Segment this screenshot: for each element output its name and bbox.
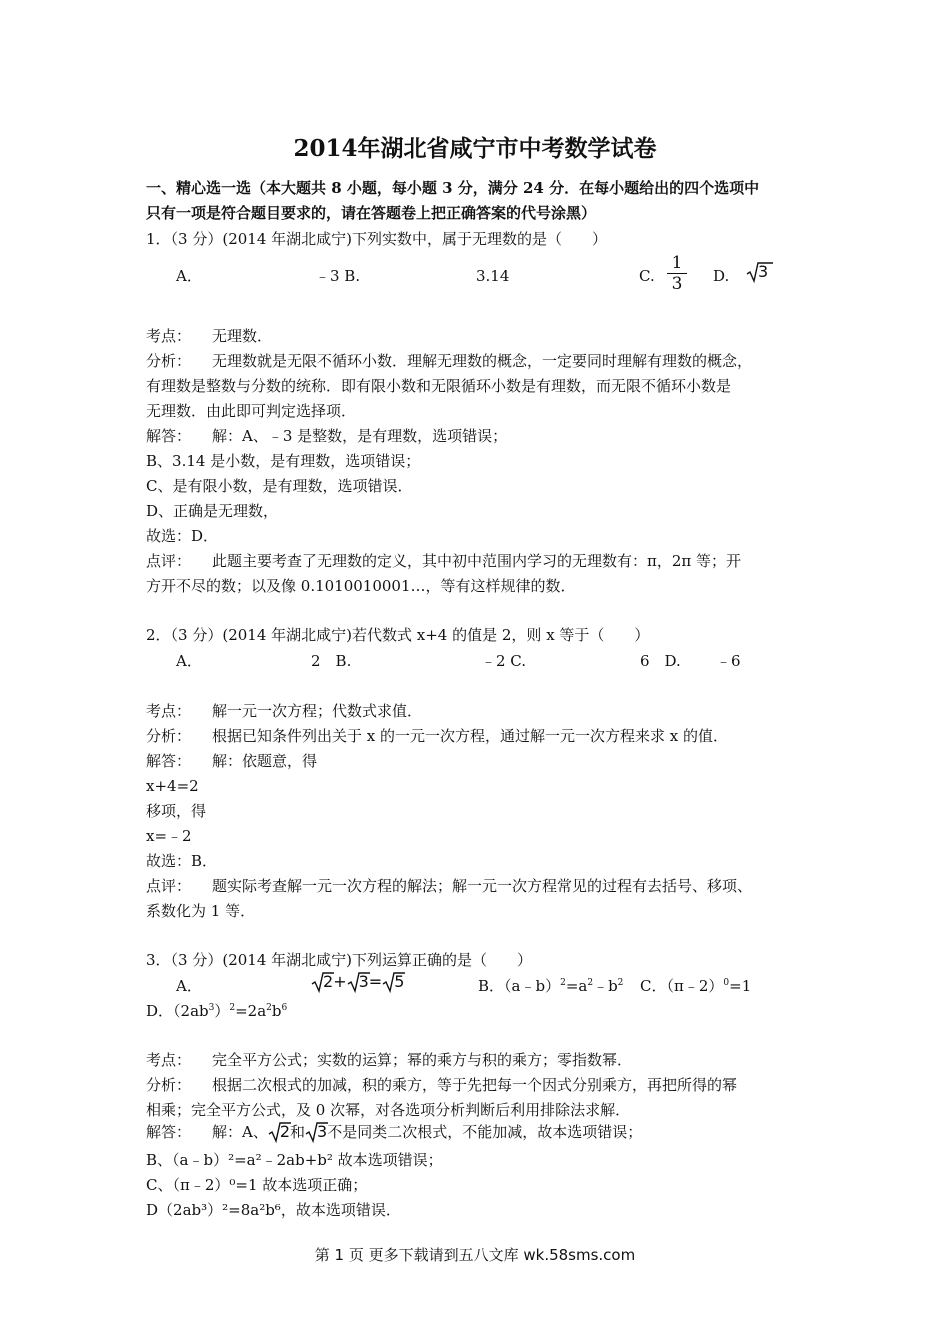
kaodian-text: 无理数． [212, 327, 273, 345]
q1-jieda-line3: C、是有限小数，是有理数，选项错误． [146, 477, 413, 495]
q2-jieda-line2: x+4=2 [146, 777, 199, 795]
q2-option-b-value-c: ﹣2 C. [481, 652, 527, 670]
kaodian-text: 完全平方公式；实数的运算；幂的乘方与积的乘方；零指数幂． [212, 1051, 633, 1069]
q2-jieda [146, 751, 317, 771]
label-fenxi: 分析： [146, 352, 192, 370]
q2-stem: 2．（3 分）(2014 年湖北咸宁)若代数式 x+4 的值是 2，则 x 等于（ ） [146, 626, 650, 644]
fenxi-text: 根据二次根式的加减，积的乘方，等于先把每一个因式分别乘方，再把所得的幂 [212, 1076, 738, 1094]
page-title: 2014年湖北省咸宁市中考数学试卷 [293, 135, 657, 162]
section-heading-line1: 一、精心选一选（本大题共 8 小题，每小题 3 分，满分 24 分．在每小题给出的四个选项中 [146, 179, 760, 197]
jieda-text: 解：依题意，得 [212, 752, 318, 770]
q3-option-b: B．$(a﹣b)^2=a^2﹣b^2$ [478, 977, 624, 995]
q3-jieda-line2: B、（a﹣b）²=a²﹣2ab+b² 故本选项错误； [146, 1151, 443, 1169]
q3-jieda-line3: C、（π﹣2）⁰=1 故本选项正确； [146, 1176, 368, 1194]
q1-fenxi-line2: 有理数是整数与分数的统称．即有限小数和无限循环小数是有理数，而无限不循环小数是 [146, 377, 732, 395]
label-dianping: 点评： [146, 552, 192, 570]
label-kaodian: 考点： [146, 1051, 192, 1069]
kaodian-text: 解一元一次方程；代数式求值． [212, 702, 423, 720]
q2-fenxi [146, 726, 728, 746]
radical-sign-icon [268, 1120, 292, 1144]
q2-option-d-value: ﹣6 [716, 652, 741, 670]
q1-sqrt3: 3 [746, 262, 768, 286]
q2-kaodian [146, 701, 422, 721]
q2-jieda-line3: 移项，得 [146, 802, 207, 820]
q2-jieda-line4: x=﹣2 [146, 827, 192, 845]
q3-jieda-line4: D（2ab³）²=8a²b⁶，故本选项错误． [146, 1201, 401, 1219]
q3-option-d: D．$(2ab^3)^2=2a^2b^6$ [146, 1002, 288, 1020]
q3-fenxi [146, 1075, 737, 1095]
page-footer: 第 1 页 更多下载请到五八文库 wk.58sms.com [314, 1246, 636, 1264]
q1-jieda-line5: 故选：D． [146, 527, 219, 545]
q3-stem: 3．（3 分）(2014 年湖北咸宁)下列运算正确的是（ ） [146, 951, 533, 969]
q1-jieda [146, 426, 507, 446]
q3-jieda: 解答： 解：A、 2和 3不是同类二次根式，不能加减，故本选项错误； [146, 1122, 642, 1148]
fraction-numerator: 1 [671, 253, 683, 273]
q2-jieda-line5: 故选：B． [146, 852, 218, 870]
dianping-text: 题实际考查解一元一次方程的解法；解一元一次方程常见的过程有去括号、移项、 [212, 877, 753, 895]
q2-option-a-value-b: 2 B. [311, 652, 352, 670]
fenxi-text: 无理数就是无限不循环小数．理解无理数的概念，一定要同时理解有理数的概念， [212, 352, 753, 370]
q1-fenxi [146, 351, 752, 371]
q3-option-c: C．（π﹣2）$^0$=1 [640, 977, 752, 995]
label-kaodian: 考点： [146, 327, 192, 345]
radical-sign-icon [305, 1120, 329, 1144]
q2-option-a: A． [176, 652, 202, 670]
label-dianping: 点评： [146, 877, 192, 895]
q1-option-b-value: 3.14 [476, 267, 510, 285]
q3-fenxi-line2: 相乘；完全平方公式，及 0 次幂，对各选项分析判断后利用排除法求解． [146, 1101, 631, 1119]
q3-option-a: A． [176, 977, 202, 995]
q3-option-a-expression: 2+ 3= 5 [311, 972, 404, 996]
q1-kaodian [146, 326, 272, 346]
q1-dianping [146, 551, 741, 571]
label-fenxi: 分析： [146, 727, 192, 745]
jieda-text: 解：A、﹣3 是整数，是有理数，选项错误； [212, 427, 508, 445]
label-jieda: 解答： [146, 752, 192, 770]
q1-jieda-line4: D、正确是无理数， [146, 502, 279, 520]
q1-fraction [667, 254, 687, 293]
fenxi-text: 根据已知条件列出关于 x 的一元一次方程，通过解一元一次方程来求 x 的值． [212, 727, 728, 745]
q2-dianping-line2: 系数化为 1 等． [146, 902, 256, 920]
fraction-denominator: 3 [671, 274, 683, 294]
radical-sign-icon [347, 970, 371, 994]
q1-fenxi-line3: 无理数．由此即可判定选择项． [146, 402, 357, 420]
label-jieda: 解答： [146, 427, 192, 445]
label-jieda: 解答： [146, 1123, 192, 1141]
q1-option-a-value-b: ﹣3 B. [315, 267, 361, 285]
q1-option-d: D. [713, 267, 730, 285]
dianping-text: 此题主要考查了无理数的定义，其中初中范围内学习的无理数有：π，2π 等；开 [212, 552, 742, 570]
section-heading-line2: 只有一项是符合题目要求的，请在答题卷上把正确答案的代号涂黑） [146, 204, 597, 222]
q1-option-a: A． [176, 267, 202, 285]
q1-option-c: C. [639, 267, 655, 285]
q1-dianping-line2: 方开不尽的数；以及像 0.1010010001…，等有这样规律的数． [146, 577, 576, 595]
radical-sign-icon [311, 970, 335, 994]
label-fenxi: 分析： [146, 1076, 192, 1094]
radical-sign-icon [382, 970, 406, 994]
label-kaodian: 考点： [146, 702, 192, 720]
q2-option-c-value-d: 6 D. [640, 652, 681, 670]
radical-sign-icon [746, 260, 774, 284]
q3-kaodian [146, 1050, 632, 1070]
q2-dianping [146, 876, 752, 896]
q1-stem: 1．（3 分）(2014 年湖北咸宁)下列实数中，属于无理数的是（ ） [146, 230, 608, 248]
q1-jieda-line2: B、3.14 是小数，是有理数，选项错误； [146, 452, 421, 470]
